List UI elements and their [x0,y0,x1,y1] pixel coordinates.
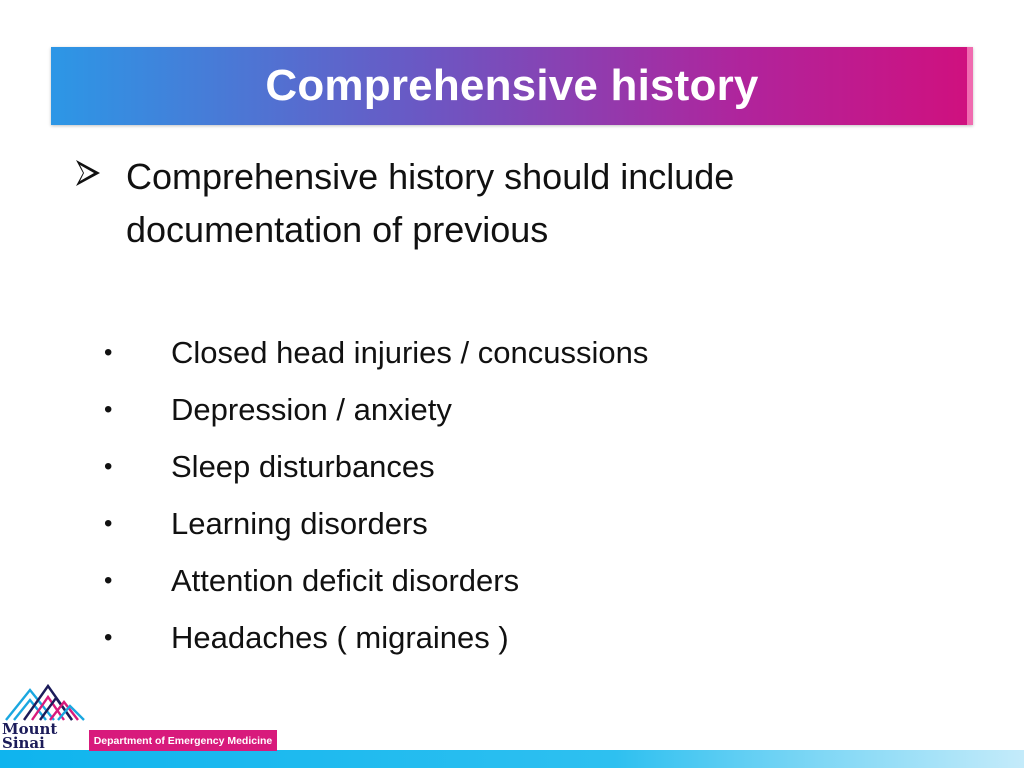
logo-line-mount: Mount [2,720,58,738]
list-item [100,501,800,558]
list-item-label: Depression / anxiety [171,392,452,427]
department-label: Department of Emergency Medicine [93,734,273,747]
dot-bullet-icon: • [104,453,113,480]
list-item-label: Closed head injuries / concussions [171,335,649,370]
list-item-label: Learning disorders [171,506,428,541]
title-bar [51,47,973,125]
main-point-text: Comprehensive history should include documentation of previous [126,156,735,250]
dot-bullet-icon: • [104,396,113,423]
list-item [100,330,800,387]
list-item-label: Attention deficit disorders [171,563,520,598]
department-badge [89,730,277,751]
list-item-label: Headaches ( migraines ) [171,620,509,655]
dot-bullet-icon: • [104,339,113,366]
footer-band [0,750,1024,768]
arrowhead-bullet-icon [74,158,104,188]
dot-bullet-icon: • [104,510,113,537]
list-item [100,444,800,501]
dot-bullet-icon: • [104,567,113,594]
dot-bullet-icon: • [104,624,113,651]
list-item [100,387,800,444]
list-item-label: Sleep disturbances [171,449,435,484]
mount-sinai-logo [0,676,90,768]
mount-sinai-mountain-logo-icon [0,676,90,722]
logo-wordmark [2,722,57,750]
slide-title: Comprehensive history [265,61,759,110]
list-item [100,615,800,672]
list-item [100,558,800,615]
logo-line-sinai: Sinai [2,734,45,752]
history-items-list [100,330,800,672]
